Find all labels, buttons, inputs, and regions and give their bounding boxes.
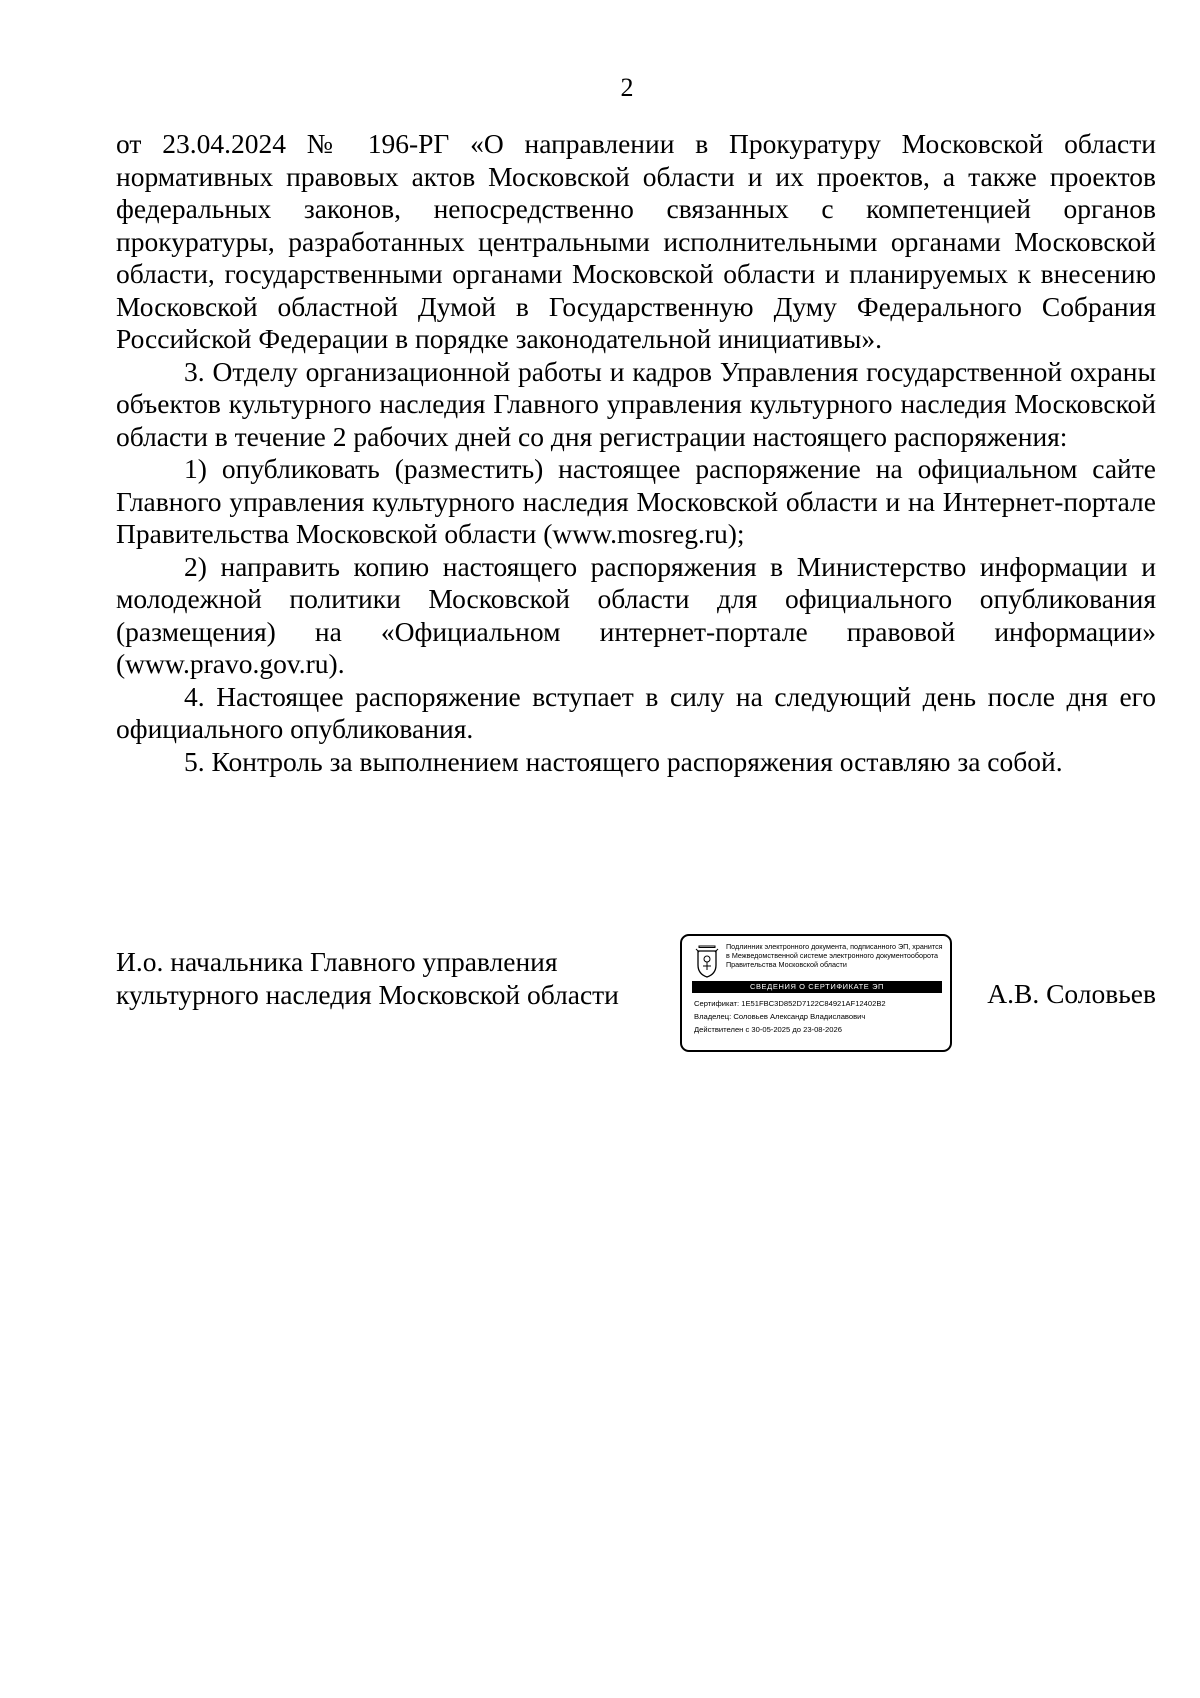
paragraph-subitem-1: 1) опубликовать (разместить) настоящее распоряжение на официальном сайте Главного управления культурного наследия Московской области и на Интернет-портале Правительства Московской области (www.mosreg.ru); [116,453,1156,549]
signatory-position-line: И.о. начальника Главного управления [116,946,558,977]
electronic-signature-stamp [680,934,952,1052]
signatory-position-line: культурного наследия Московской области [116,978,619,1010]
stamp-owner: Владелец: Соловьев Александр Владиславович [694,1012,866,1021]
stamp-certificate: Сертификат: 1E51FBC3D852D7122C84921AF12402B2 [694,999,886,1008]
paragraph-item-3: 3. Отделу организационной работы и кадров Управления государственной охраны объектов культурного наследия Главного управления культурного наследия Московской области в течение 2 рабочих дней со дня регистрации настоящего распоряжения: [116,355,1156,452]
stamp-header: СВЕДЕНИЯ О СЕРТИФИКАТЕ ЭП [692,981,942,993]
coat-of-arms-icon [694,943,720,979]
page-number: 2 [620,73,634,102]
paragraph-continuation: от 23.04.2024 № 196-РГ «О направлении в Прокуратуру Московской области нормативных правовых актов Московской области и их проектов, а также проектов федеральных законов, непосредственно связанных с компетенцией органов прокуратуры, разработанных центральными исполнительными органами Московской области, государственными органами Московской области и планируемых к внесению Московской областной Думой в Государственную Думу Федерального Собрания Российской Федерации в порядке законодательной инициативы». [116,128,1156,354]
stamp-note: Подлинник электронного документа, подписанного ЭП, хранится в Межведомственной системе электронного документооборота Правительства Московской области [726,942,943,969]
signatory-position [116,946,619,1011]
document-body [116,128,1156,778]
signature-block [116,942,1156,1066]
signatory-name: А.В. Соловьев [987,978,1156,1009]
paragraph-item-4: 4. Настоящее распоряжение вступает в силу на следующий день после дня его официального опубликования. [116,680,1156,744]
paragraph-subitem-2: 2) направить копию настоящего распоряжения в Министерство информации и молодежной политики Московской области для официального опубликования (размещения) на «Официальном интернет-портале правовой информации» (www.pravo.gov.ru). [116,550,1156,679]
stamp-validity: Действителен с 30-05-2025 до 23-08-2026 [694,1025,842,1034]
paragraph-item-5: 5. Контроль за выполнением настоящего распоряжения оставляю за собой. [184,745,1063,777]
